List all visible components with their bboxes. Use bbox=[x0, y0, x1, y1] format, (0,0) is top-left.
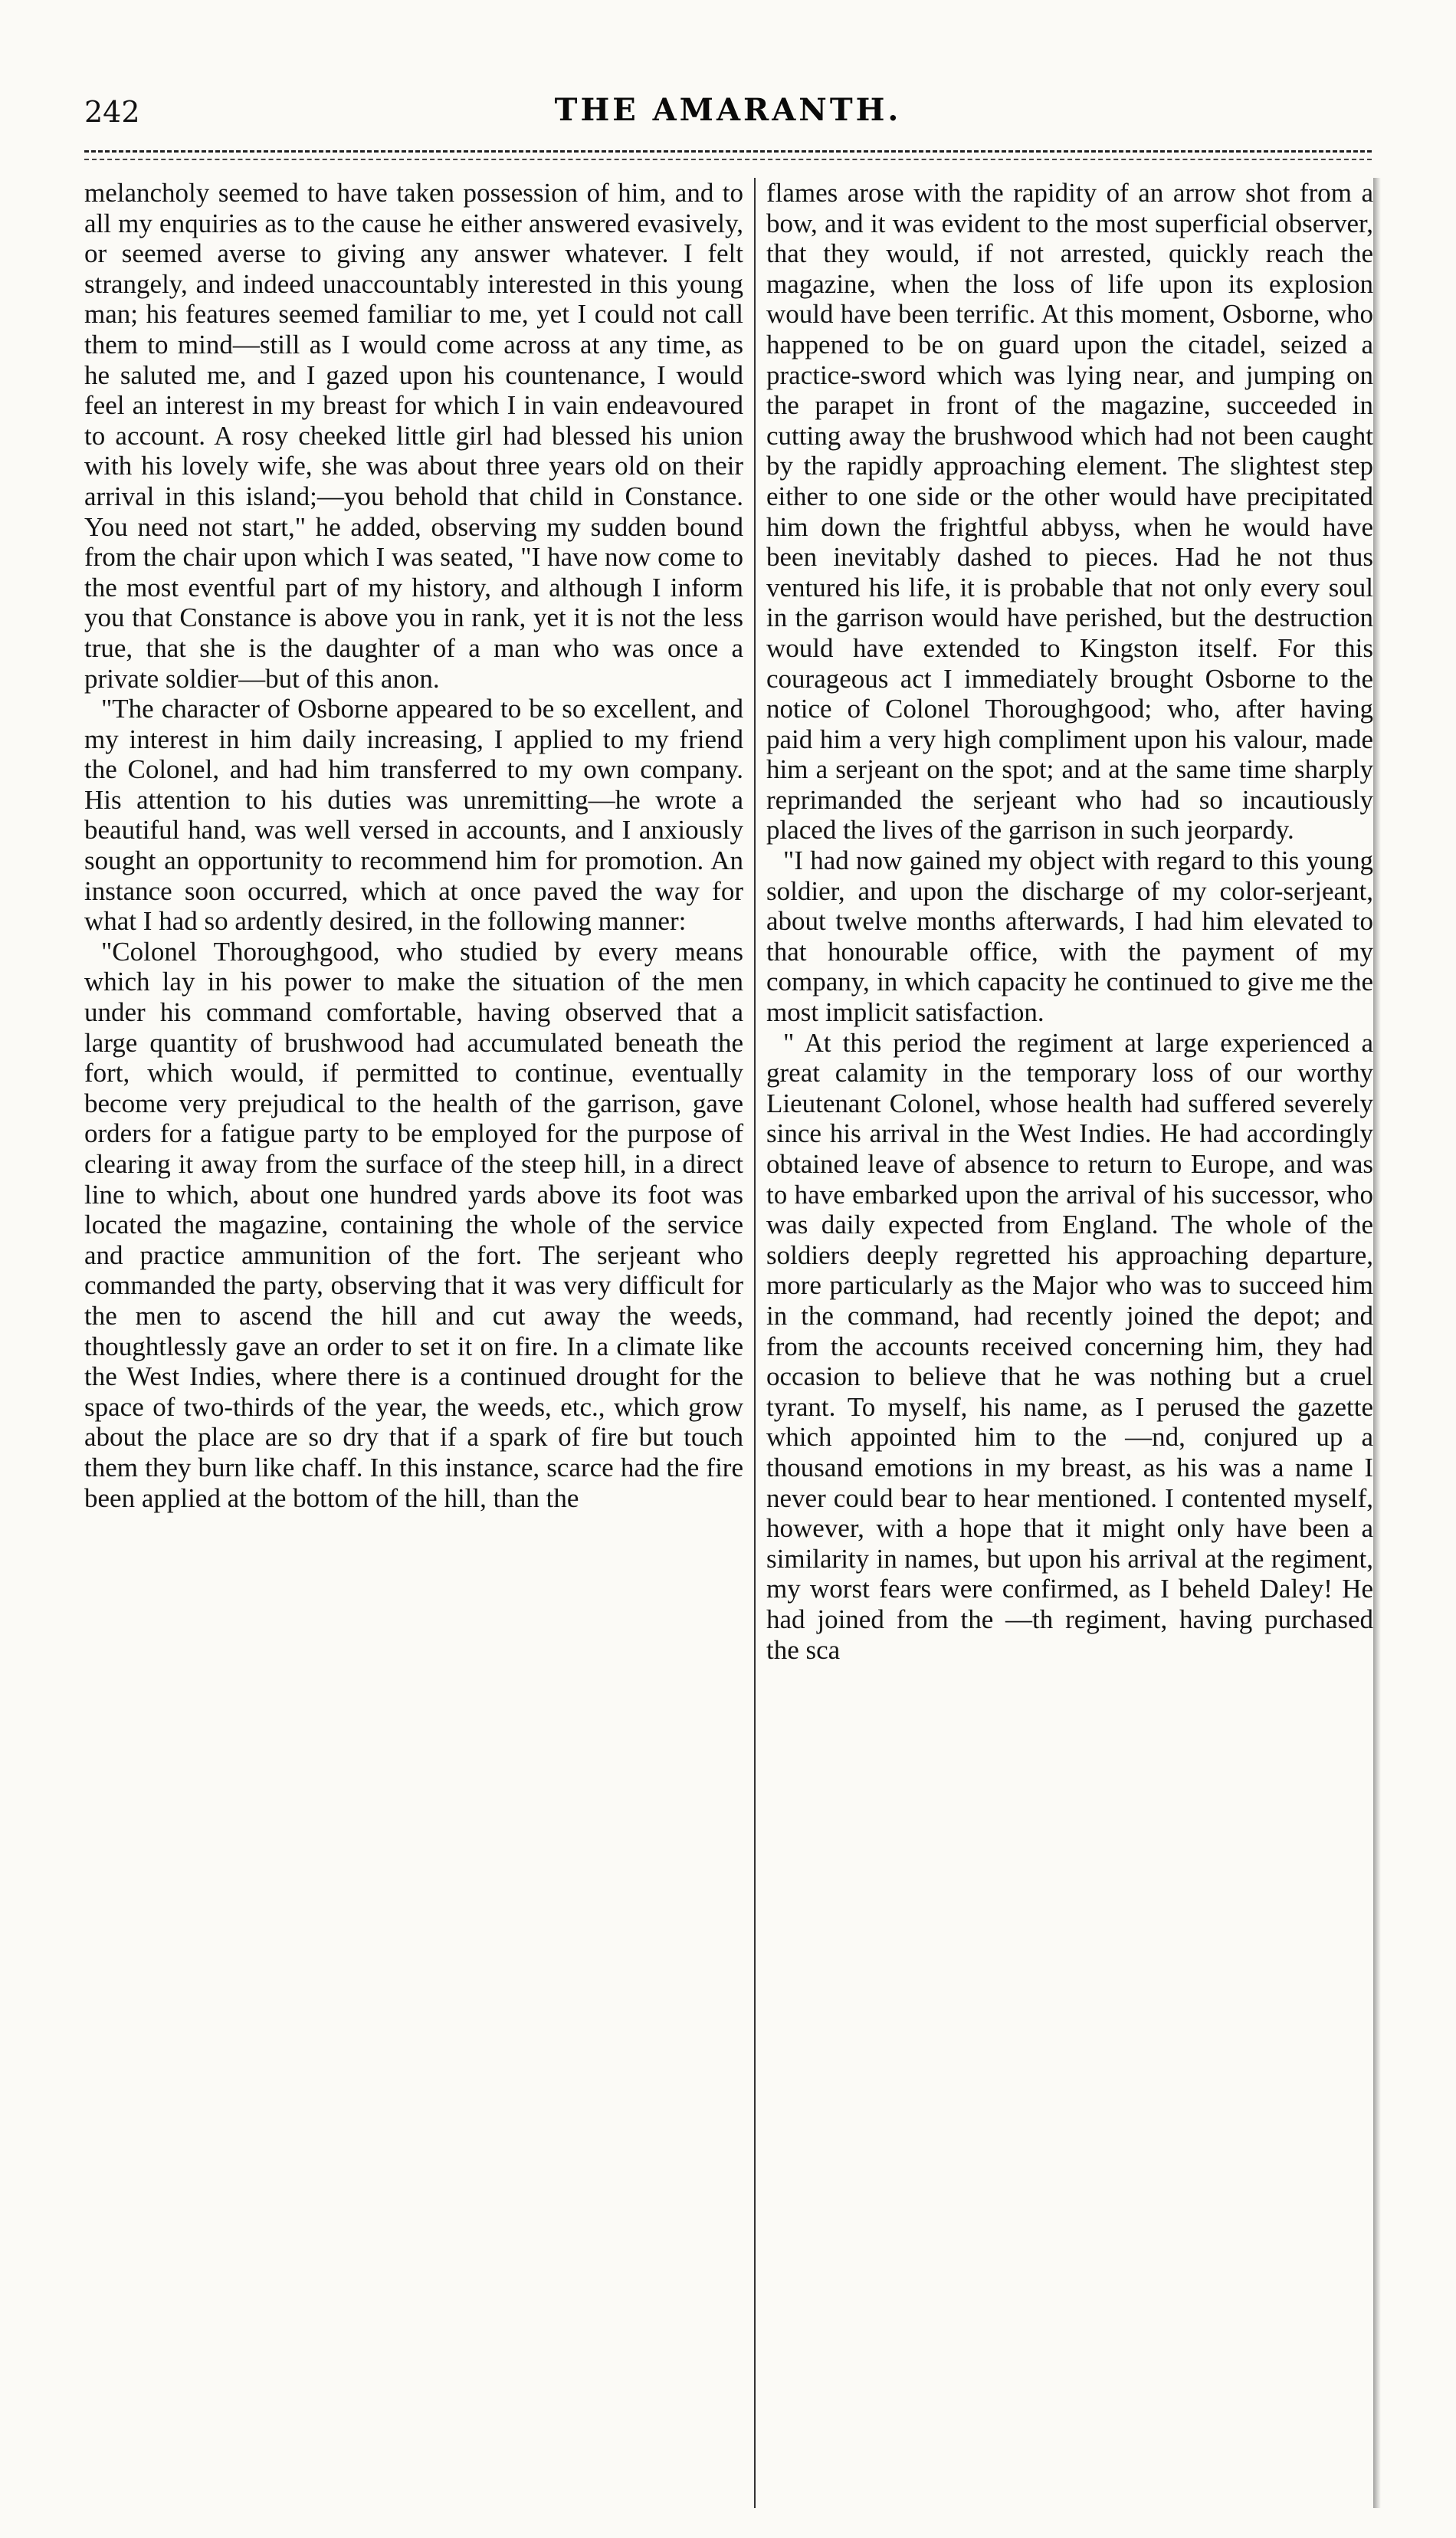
page-number: 242 bbox=[84, 95, 140, 129]
paragraph: "I had now gained my object with regard to this young soldier, and upon the discharge of my color-serjeant, about twelve months afterwards, I had him elevated to that honourable office, with the payment of my company, in which capacity he continued to give me the most implicit satisfaction. bbox=[766, 845, 1373, 1028]
column-divider bbox=[754, 178, 756, 2508]
running-title: THE AMARANTH. bbox=[554, 92, 902, 128]
page-edge-shadow bbox=[1373, 178, 1381, 2508]
left-column bbox=[84, 178, 743, 1513]
page-header bbox=[84, 90, 1372, 144]
paragraph: " At this period the regiment at large experienced a great calamity in the temporary loss of our worthy Lieutenant Colonel, whose health had suffered severely since his arrival in the West Indies. He had accordingly obtained leave of absence to return to Europe, and was to have embarked upon the arrival of his successor, who was daily expected from England. The whole of the soldiers deeply regretted his approaching departure, more particularly as the Major who was to succeed him in the command, had recently joined the depot; and from the accounts received concerning him, they had occasion to believe that he was nothing but a cruel tyrant. To myself, his name, as I perused the gazette which appointed him to the —nd, conjured up a thousand emotions in my breast, as his was a name I never could bear to hear mentioned. I contented myself, however, with a hope that it might only have been a similarity in names, but upon his arrival at the regiment, my worst fears were confirmed, as I beheld Daley! He had joined from the —th regiment, having purchased the sca bbox=[766, 1027, 1373, 1665]
paragraph: "The character of Osborne appeared to be so excellent, and my interest in him daily increasing, I applied to my friend the Colonel, and had him transferred to my own company. His attention to his duties was unremitting—he wrote a beautiful hand, was well versed in accounts, and I anxiously sought an opportunity to recommend him for promotion. An instance soon occurred, which at once paved the way for what I had so ardently desired, in the following manner: bbox=[84, 694, 743, 937]
paragraph: flames arose with the rapidity of an arrow shot from a bow, and it was evident to the most superficial observer, that they would, if not arrested, quickly reach the magazine, when the loss of life upon its explosion would have been terrific. At this moment, Osborne, who happened to be on guard upon the citadel, seized a practice-sword which was lying near, and jumping on the parapet in front of the magazine, succeeded in cutting away the brushwood which had not been caught by the rapidly approaching element. The slightest step either to one side or the other would have precipitated him down the frightful abbyss, when he would have been inevitably dashed to pieces. Had he not thus ventured his life, it is probable that not only every soul in the garrison would have perished, but the destruction would have extended to Kingston itself. For this courageous act I immediately brought Osborne to the notice of Colonel Thoroughgood; who, after having paid him a very high compliment upon his valour, made him a serjeant on the spot; and at the same time sharply reprimanded the serjeant who had so incautiously placed the lives of the garrison in such jeorpardy. bbox=[766, 178, 1373, 845]
right-column bbox=[766, 178, 1373, 2508]
header-rule-secondary bbox=[84, 159, 1372, 160]
header-rule bbox=[84, 150, 1372, 153]
paragraph: melancholy seemed to have taken possession of him, and to all my enquiries as to the cause he either answered evasively, or seemed averse to giving any answer whatever. I felt strangely, and indeed unaccountably interested in this young man; his features seemed familiar to me, yet I could not call them to mind—still as I would come across at any time, as he saluted me, and I gazed upon his countenance, I would feel an interest in my breast for which I in vain endeavoured to account. A rosy cheeked little girl had blessed his union with his lovely wife, she was about three years old on their arrival in this island;—you behold that child in Constance. You need not start," he added, observing my sudden bound from the chair upon which I was seated, "I have now come to the most eventful part of my history, and although I inform you that Constance is above you in rank, yet it is not the less true, that she is the daughter of a man who was once a private soldier—but of this anon. bbox=[84, 178, 743, 694]
paragraph: "Colonel Thoroughgood, who studied by every means which lay in his power to make the situation of the men under his command comfortable, having observed that a large quantity of brushwood had accumulated beneath the fort, which would, if permitted to continue, eventually become very prejudical to the health of the garrison, gave orders for a fatigue party to be employed for the purpose of clearing it away from the surface of the steep hill, in a direct line to which, about one hundred yards above its foot was located the magazine, containing the whole of the service and practice ammunition of the fort. The serjeant who commanded the party, observing that it was very difficult for the men to ascend the hill and cut away the weeds, thoughtlessly gave an order to set it on fire. In a climate like the West Indies, where there is a continued drought for the space of two-thirds of the year, the weeds, etc., which grow about the place are so dry that if a spark of fire but touch them they burn like chaff. In this instance, scarce had the fire been applied at the bottom of the hill, than the bbox=[84, 936, 743, 1513]
